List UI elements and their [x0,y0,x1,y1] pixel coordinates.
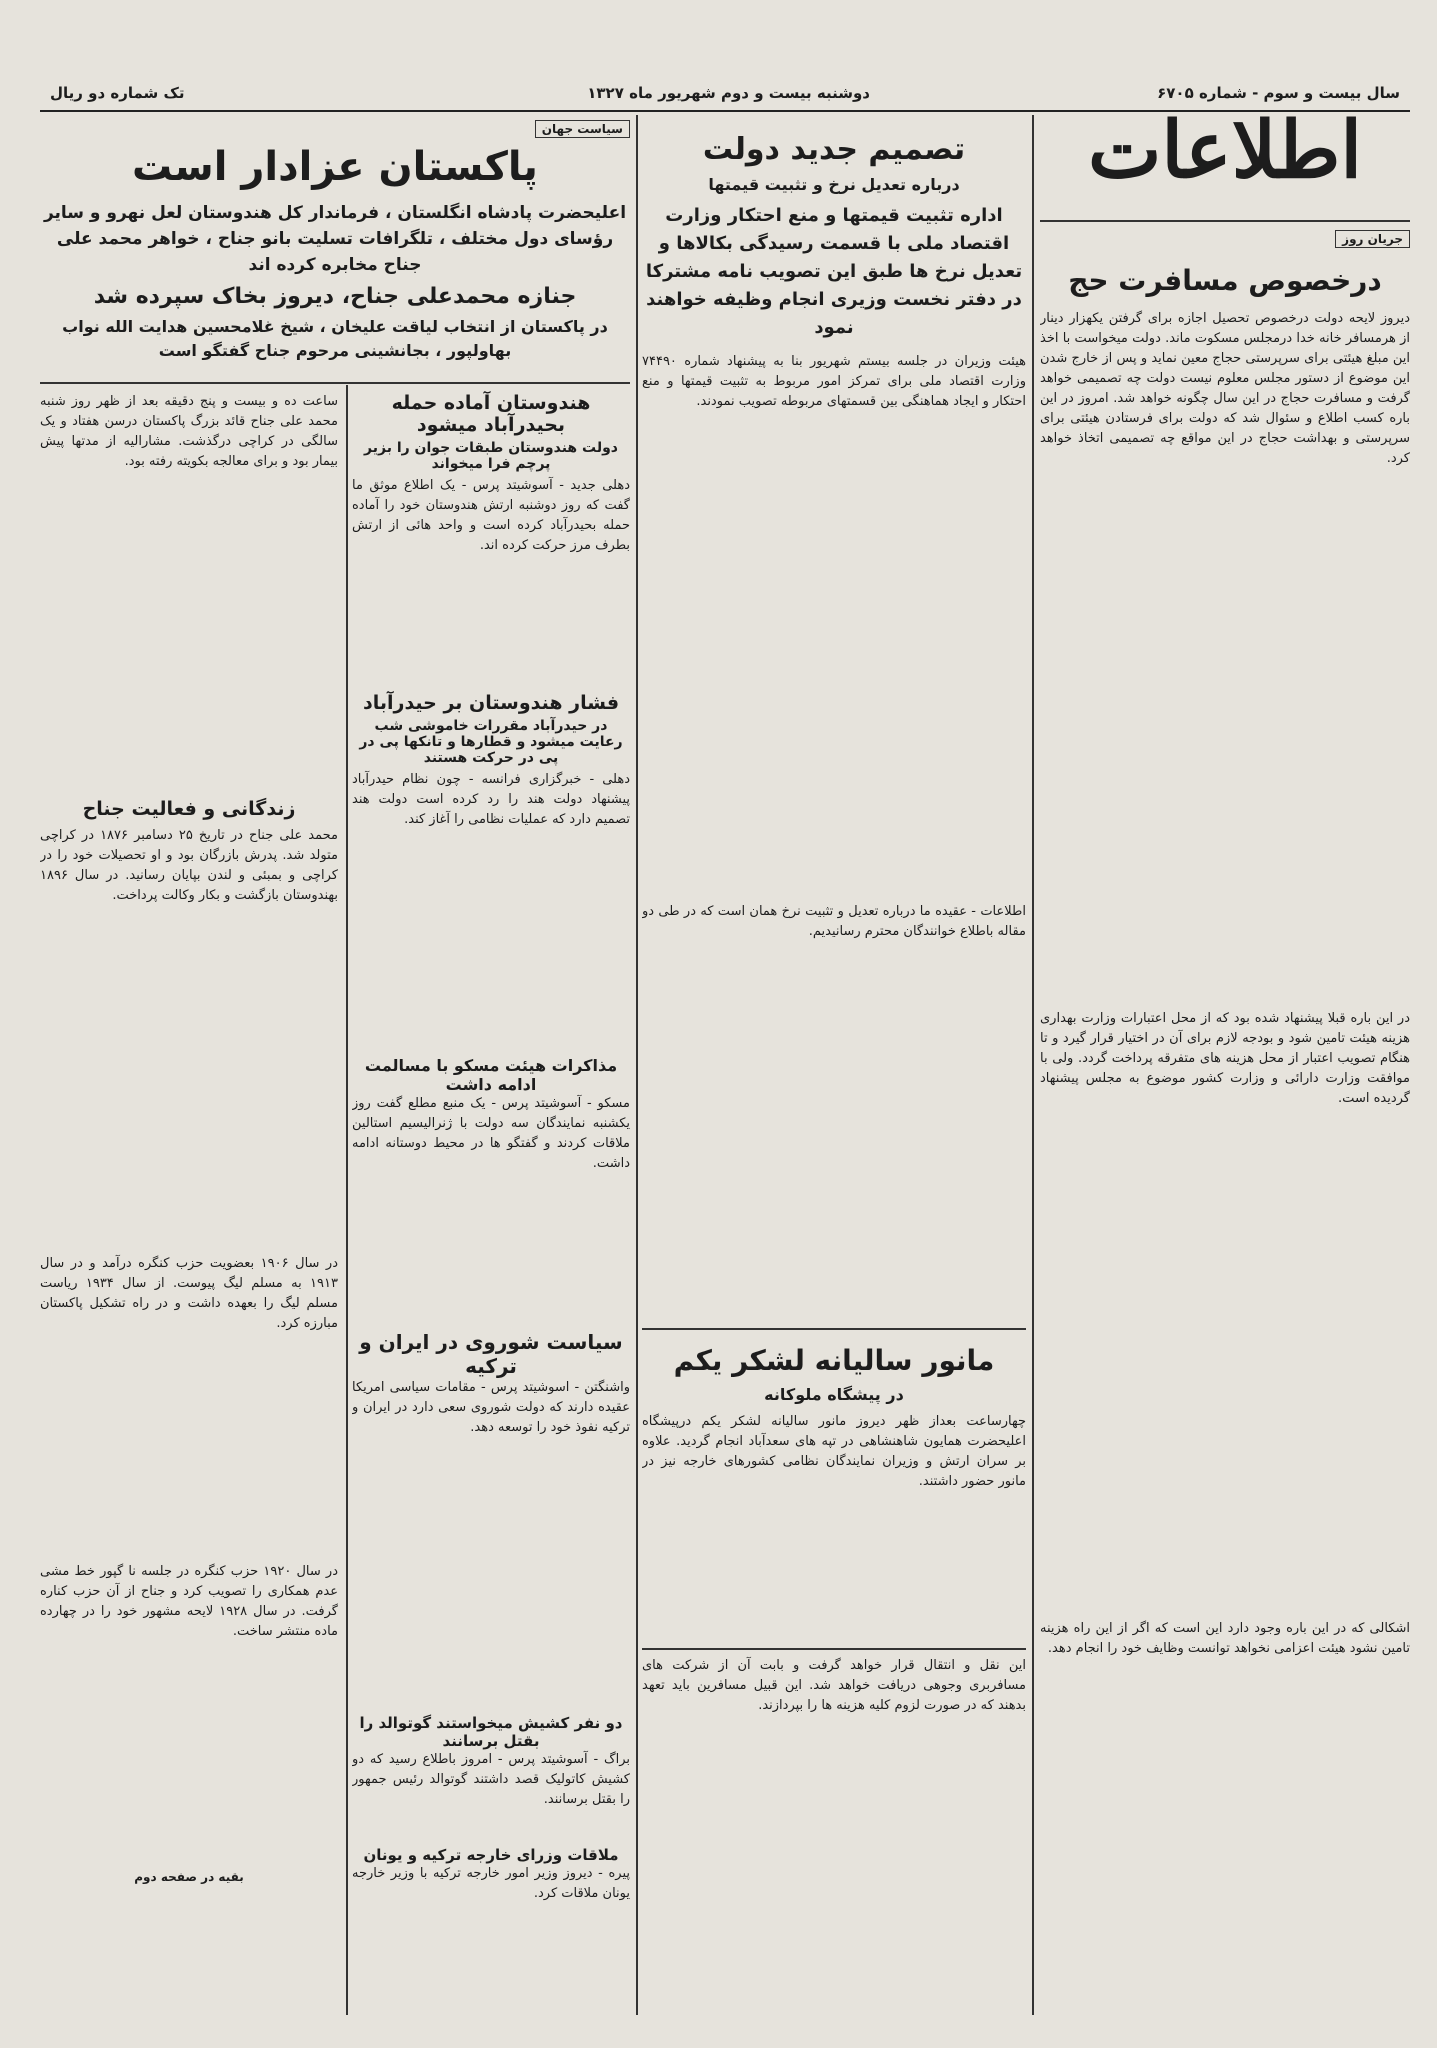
article-jinnah-life-body-2: در سال ۱۹۰۶ بعضویت حزب کنگره درآمد و در سال ۱۹۱۳ به مسلم لیگ پیوست. از سال ۱۹۳۴ ریاست مسلم لیگ را بعهده داشت و در راه تشکیل پاکستان مبارزه کرد. [40,1256,338,1331]
subhead-india-pressure: در حیدرآباد مقررات خاموشی شب رعایت میشود و قطارها و تانکها پی در پی در حرکت هستند [359,718,623,766]
article-bottom-body: این نقل و انتقال قرار خواهد گرفت و بابت آن از شرکت های مسافربری وجوهی دریافت خواهد شد. این قبیل مسافرین باید تعهد بدهند که در صورت لزوم کلیه هزینه ها را بپردازند. [642,1658,1026,1713]
headline-soviet-policy: سیاست شوروی در ایران و ترکیه [359,1330,623,1378]
lead-pakistan-funeral: جنازه محمدعلی جناح، دیروز بخاک سپرده شد [93,284,577,309]
article-india-pressure-body: دهلی - خبرگزاری فرانسه - چون نظام حیدرآباد پیشنهاد دولت هند را رد کرده است دولت هند تصمیم دارد که عملیات نظامی را آغاز کند. [352,772,630,827]
lead-pakistan: اعلیحضرت پادشاه انگلستان ، فرماندار کل هندوستان لعل نهرو و سایر رؤسای دول مختلف ، تلگرافات تسلیت بانو جناح ، خواهر محمد علی جناح مخابره کرده اند [43,203,627,275]
article-jinnah-death-body: ساعت ده و بیست و پنج دقیقه بعد از ظهر روز شنبه محمد علی جناح قائد بزرگ پاکستان درسن هفتاد و یک سالگی در کراچی درگذشت. مشارالیه از مدتها پیش بیمار بود و برای معالجه بکویته رفته بود. [40,394,338,469]
headline-india-pressure: فشار هندوستان بر حیدرآباد [362,692,620,714]
article-soviet-body: واشنگتن - اسوشیتد پرس - مقامات سیاسی امریکا عقیده دارند که دولت شوروی سعی دارد در ایران و ترکیه نفوذ خود را توسعه دهد. [352,1380,630,1435]
article-price-body-2: اطلاعات - عقیده ما درباره تعدیل و تثبیت نرخ همان است که در طی دو مقاله باطلاع خوانندگان محترم رسانیدیم. [642,904,1026,939]
column-2 [642,118,1026,1916]
article-maneuver-body: چهارساعت بعداز ظهر دیروز مانور سالیانه لشکر یکم درپیشگاه اعلیحضرت همایون شاهنشاهی در تپه های سعدآباد انجام گردید. علاوه بر سران ارتش و وزیران نمایندگان نظامی کشورهای خارجه نیز در مانور حضور داشتند. [642,1414,1026,1489]
column-divider [346,385,348,2015]
section-tag: جریان روز [1335,230,1410,248]
pakistan-feature [40,118,630,363]
headline-turkey-greece: ملاقات وزرای خارجه ترکیه و یونان [363,1846,619,1864]
article-hajj-footer: اشکالی که در این باره وجود دارد این است که اگر از این راه هزینه تامین نشود هیئت اعزامی نخواهد توانست وظایف خود را انجام دهد. [1040,1621,1410,1656]
subhead-maneuver: در پیشگاه ملوکانه [764,1385,904,1404]
lead-pakistan-successor: در پاکستان از انتخاب لیاقت علیخان ، شیخ غلامحسین هدایت الله نواب بهاولپور ، بجانشینی مرحوم جناح گفتگو است [62,317,608,360]
subhead-india-attack: دولت هندوستان طبقات جوان را بزیر پرچم فرا میخواند [364,440,618,472]
headline-hajj: درخصوص مسافرت حج [1068,264,1382,297]
column-4 [40,392,338,1884]
issue-price: تک شماره دو ریال [50,84,185,102]
headline-jinnah-life: زندگانی و فعالیت جناح [82,798,296,820]
article-hajj-body-2: در این باره قبلا پیشنهاد شده بود که از محل اعتبارات وزارت بهداری هزینه هیئت تامین شود و بودجه لازم برای آن در اختیار قرار گیرد و تا هنگام تصویب اعتبار از محل هزینه های متفرقه پرداخت گردد. ولی با موافقت وزارت دارائی و وزارت کشور موضوع به مجلس پیشنهاد گردیده است. [1040,1011,1410,1106]
column-1 [1040,105,1410,1919]
subhead-price-stabilization: درباره تعدیل نرخ و تثبیت قیمتها [708,175,960,194]
column-3 [352,392,630,1924]
masthead: اطلاعات [1087,105,1363,196]
column-divider [1032,115,1034,2015]
continued-note: بقیه در صفحه دوم [134,1870,244,1884]
headline-gottwald: دو نفر کشیش میخواستند گوتوالد را بقتل برسانند [359,1714,623,1750]
article-moscow-body: مسکو - آسوشیتد پرس - یک منبع مطلع گفت روز یکشنبه نمایندگان سه دولت با ژنرالیسیم استالین ملاقات کردند و گفتگو ها در محیط دوستانه ادامه داشت. [352,1096,630,1171]
issue-number: سال بیست و سوم - شماره ۶۷۰۵ [1157,84,1400,102]
headline-india-attack: هندوستان آماده حمله بحیدرآباد میشود [391,392,591,436]
headline-government-decision: تصمیم جدید دولت [702,132,966,167]
headline-maneuver: مانور سالیانه لشکر یکم [673,1344,995,1377]
article-gottwald-body: براگ - آسوشیتد پرس - امروز باطلاع رسید که دو کشیش کاتولیک قصد داشتند گوتوالد رئیس جمهور را بقتل برسانند. [352,1752,630,1807]
lead-price-stabilization: اداره تثبیت قیمتها و منع احتکار وزارت اقتصاد ملی با قسمت رسیدگی بکالاها و تعدیل نرخ ها طبق این تصویب نامه مشترکا در دفتر نخست وزیری انجام وظیفه خواهند نمود [645,205,1023,338]
article-india-body: دهلی جدید - آسوشیتد پرس - یک اطلاع موثق ما گفت که روز دوشنبه ارتش هندوستان خود را آماده حمله بحیدرآباد کرده است و واحد هائی از ارتش بطرف مرز حرکت کرده اند. [352,478,630,553]
article-hajj-body: دیروز لایحه دولت درخصوص تحصیل اجازه برای گرفتن یکهزار دینار از هرمسافر خانه خدا درمجلس مسکوت ماند. دولت میخواست با اخذ این مبلغ هیئتی برای سرپرستی حجاج معین نماید و پس از خارج شدن این موضوع از دستور مجلس معلوم نیست دولت چه تصمیمی خواهد گرفت و مسافرت حجاج در این سال چگونه خواهد شد. امروز در این باره کسب اطلاع و سئوال شد که دولت برای فرستادن هیئتی برای سرپرستی و بهداشت حجاج در این مواقع چه تصمیمی اتخاذ خواهد کرد. [1040,311,1410,466]
article-jinnah-life-body: محمد علی جناح در تاریخ ۲۵ دسامبر ۱۸۷۶ در کراچی متولد شد. پدرش بازرگان بود و او تحصیلات خود را در کراچی و بمبئی و لندن بپایان رسانید. در سال ۱۸۹۶ بهندوستان بازگشت و بکار وکالت پرداخت. [40,828,338,903]
article-jinnah-life-body-3: در سال ۱۹۲۰ حزب کنگره در جلسه نا گپور خط مشی عدم همکاری را تصویب کرد و جناح از آن حزب کناره گرفت. در سال ۱۹۲۸ لایحه مشهور خود را در چهارده ماده منتشر ساخت. [40,1564,338,1639]
issue-date: دوشنبه بیست و دوم شهریور ماه ۱۳۲۷ [587,84,870,102]
headline-moscow-talks: مذاکرات هیئت مسکو با مسالمت ادامه داشت [364,1056,618,1094]
column-divider [636,115,638,2015]
article-turkey-greece-body: پیره - دیروز وزیر امور خارجه ترکیه با وزیر خارجه یونان ملاقات کرد. [352,1866,630,1901]
article-price-body: هیئت وزیران در جلسه بیستم شهریور بنا به پیشنهاد شماره ۷۴۴۹۰ وزارت اقتصاد ملی برای تمرکز امور مربوط به تثبیت قیمتها و منع احتکار و ایجاد هماهنگی بین قسمتهای مربوطه تصویب نمودند. [642,354,1026,409]
headline-pakistan: پاکستان عزادار است [132,144,538,190]
section-tag-world: سیاست جهان [535,120,630,138]
